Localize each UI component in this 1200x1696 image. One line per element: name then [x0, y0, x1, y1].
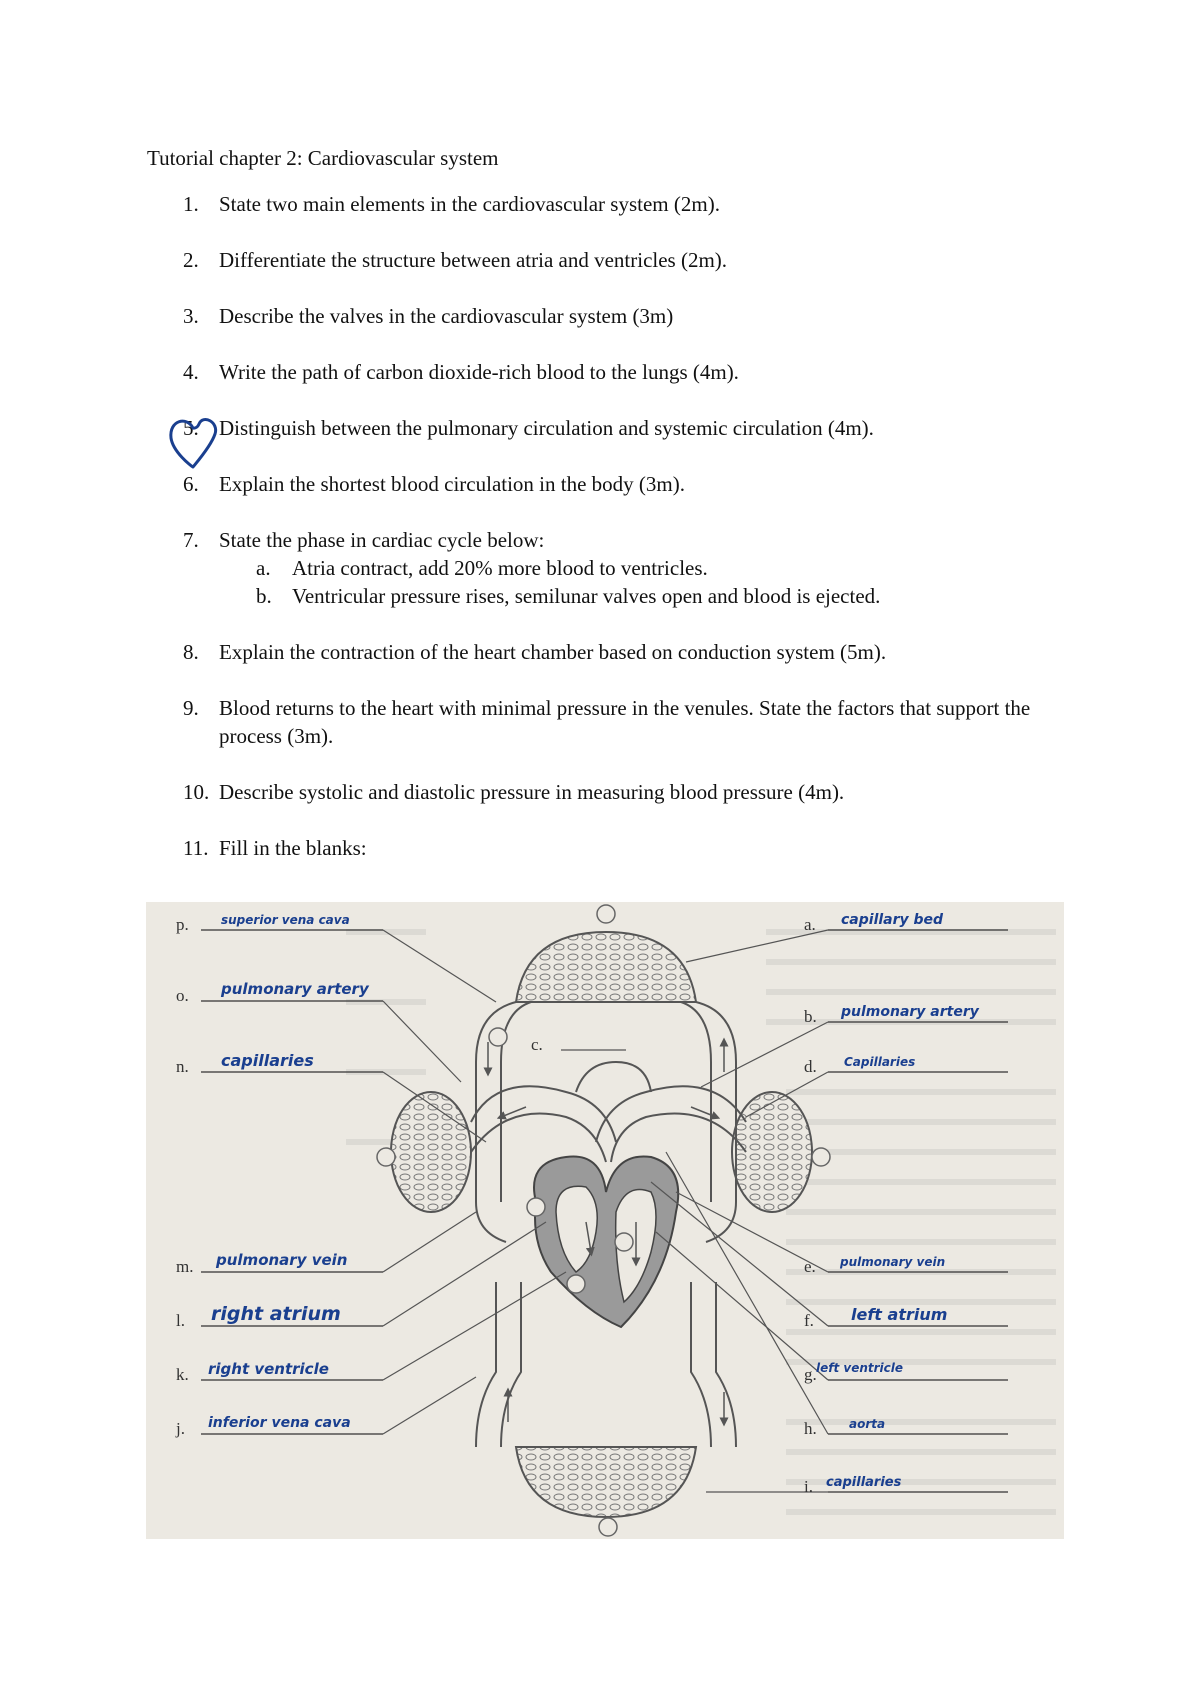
label-letter-n: n.	[176, 1057, 189, 1076]
answer-p: superior vena cava	[221, 913, 350, 927]
label-letter-e: e.	[804, 1257, 816, 1276]
answer-i: capillaries	[826, 1475, 902, 1490]
label-letter-c: c.	[531, 1035, 543, 1054]
label-letter-a: a.	[804, 915, 816, 934]
answer-k: right ventricle	[208, 1360, 329, 1378]
page-title: Tutorial chapter 2: Cardiovascular system	[147, 146, 499, 170]
right-lung-capillaries	[391, 1092, 471, 1212]
answer-f: left atrium	[851, 1305, 948, 1324]
hand-drawn-heart-icon	[163, 412, 225, 470]
label-letter-k: k.	[176, 1365, 189, 1384]
label-letter-h: h.	[804, 1419, 817, 1438]
answer-n: capillaries	[221, 1051, 314, 1070]
answer-a: capillary bed	[841, 912, 944, 928]
label-letter-o: o.	[176, 986, 189, 1005]
answer-o: pulmonary artery	[221, 980, 369, 998]
answer-j: inferior vena cava	[208, 1415, 351, 1431]
label-letter-d: d.	[804, 1057, 817, 1076]
label-letter-m: m.	[176, 1257, 194, 1276]
label-letter-b: b.	[804, 1007, 817, 1026]
label-letter-l: l.	[176, 1311, 185, 1330]
circulatory-diagram	[146, 902, 1064, 1539]
answer-b: pulmonary artery	[841, 1004, 979, 1020]
answer-e: pulmonary vein	[840, 1255, 946, 1269]
answer-l: right atrium	[211, 1303, 341, 1325]
answer-d: Capillaries	[844, 1055, 916, 1069]
answer-g: left ventricle	[816, 1361, 904, 1375]
answer-h: aorta	[849, 1417, 886, 1431]
label-letter-j: j.	[176, 1419, 185, 1438]
left-lung-capillaries	[732, 1092, 812, 1212]
answer-m: pulmonary vein	[216, 1251, 348, 1269]
label-letter-i: i.	[804, 1477, 813, 1496]
label-letter-f: f.	[804, 1311, 814, 1330]
label-letter-g: g.	[804, 1365, 817, 1384]
label-letter-p: p.	[176, 915, 189, 934]
